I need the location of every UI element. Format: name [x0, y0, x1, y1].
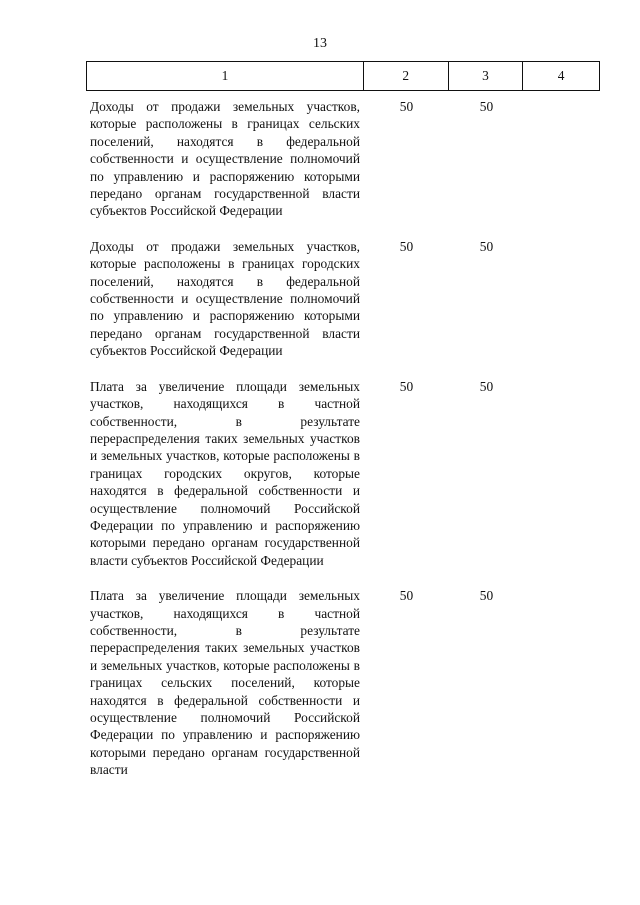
row-description: Плата за увеличение площади земельных участков, находящихся в частной собственности, в результате перераспределения таких земельных участков и земельных участков, которые расположены в границах городских округов, которые находятся в федеральной собственности и осуществление полномочий Российской Федерации по управлению и распоряжению которыми передано органам государственной власти субъектов Российской Федерации	[90, 378, 360, 568]
row-value-col-3: 50	[479, 99, 494, 114]
table-header-row	[86, 61, 600, 91]
row-value-col-4	[524, 238, 600, 360]
row-description: Доходы от продажи земельных участков, которые расположены в границах сельских поселений, находятся в федеральной собственности и осуществление полномочий по управлению и распоряжению которыми передано органам государственной власти субъектов Российской Федерации	[90, 99, 360, 219]
row-value-col-3: 50	[479, 378, 494, 394]
row-value-col-3: 50	[479, 238, 494, 254]
row-description: Плата за увеличение площади земельных участков, находящихся в частной собственности, в результате перераспределения таких земельных участков и земельных участков, которые расположены в границах сельских поселений, которые находятся в федеральной собственности и осуществление полномочий Российской Федерации по управлению и распоряжению которыми передано органам государственной власти	[90, 588, 360, 778]
row-value-col-4	[524, 378, 600, 569]
header-col-1: 1	[87, 62, 364, 90]
table-row	[86, 378, 600, 569]
table-row	[86, 238, 600, 360]
header-col-3: 3	[449, 62, 524, 90]
row-description: Доходы от продажи земельных участков, которые расположены в границах городских поселений, находятся в федеральной собственности и осуществление полномочий по управлению и распоряжению которыми передано органам государственной власти субъектов Российской Федерации	[90, 238, 360, 359]
page-number: 13	[313, 36, 327, 51]
row-value-col-2: 50	[399, 588, 414, 604]
row-value-col-4	[524, 587, 600, 778]
header-col-4: 4	[557, 68, 565, 83]
table-row	[86, 98, 600, 220]
row-value-col-4	[524, 98, 600, 220]
row-value-col-3: 50	[479, 588, 494, 604]
header-col-2: 2	[364, 62, 449, 90]
table-body	[86, 98, 600, 779]
row-value-col-2: 50	[399, 378, 414, 394]
row-value-col-2: 50	[399, 238, 414, 254]
row-value-col-2: 50	[399, 99, 414, 114]
table-row	[86, 587, 600, 778]
revenue-table	[86, 61, 600, 779]
